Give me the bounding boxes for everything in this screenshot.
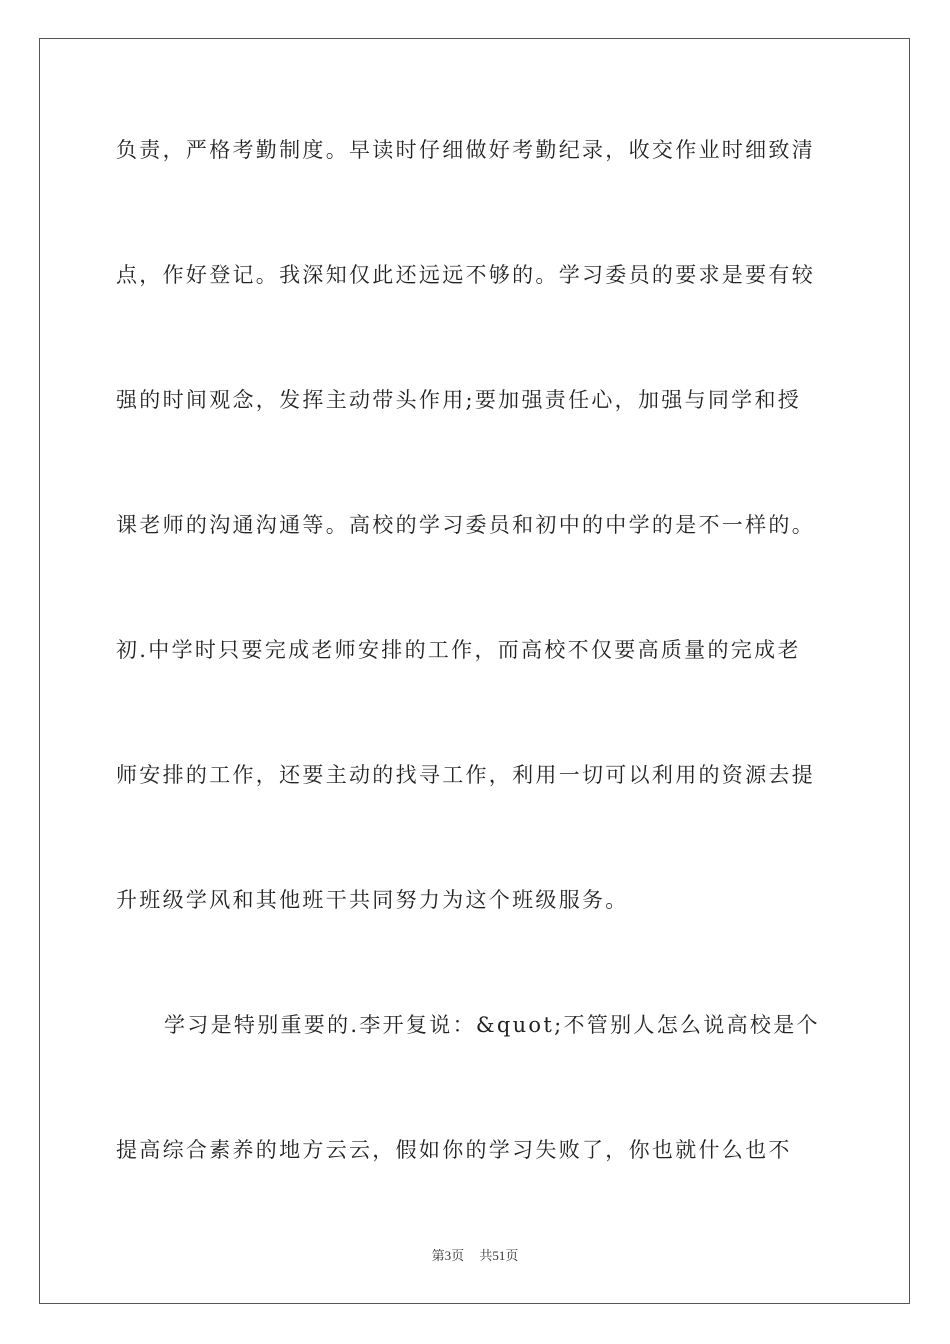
text-line: 点，作好登记。我深知仅此还远远不够的。学习委员的要求是要有较 [116, 263, 815, 287]
text-line: 升班级学风和其他班干共同努力为这个班级服务。 [116, 888, 629, 912]
page-footer [0, 1245, 950, 1264]
paragraph-start-line: 学习是特别重要的.李开复说：&quot;不管别人怎么说高校是个 [164, 1013, 820, 1037]
text-line: 强的时间观念，发挥主动带头作用;要加强责任心，加强与同学和授 [116, 388, 802, 412]
text-line: 师安排的工作，还要主动的找寻工作，利用一切可以利用的资源去提 [116, 763, 815, 787]
total-pages: 共51页 [479, 1248, 519, 1263]
page-border [39, 38, 910, 1304]
text-line: 负责，严格考勤制度。早读时仔细做好考勤纪录，收交作业时细致清 [116, 138, 815, 162]
text-line: 提高综合素养的地方云云，假如你的学习失败了，你也就什么也不 [116, 1138, 792, 1162]
text-line: 初.中学时只要完成老师安排的工作，而高校不仅要高质量的完成老 [116, 638, 801, 662]
page-number: 第3页 [431, 1248, 465, 1263]
text-line: 课老师的沟通沟通等。高校的学习委员和初中的中学的是不一样的。 [116, 513, 815, 537]
